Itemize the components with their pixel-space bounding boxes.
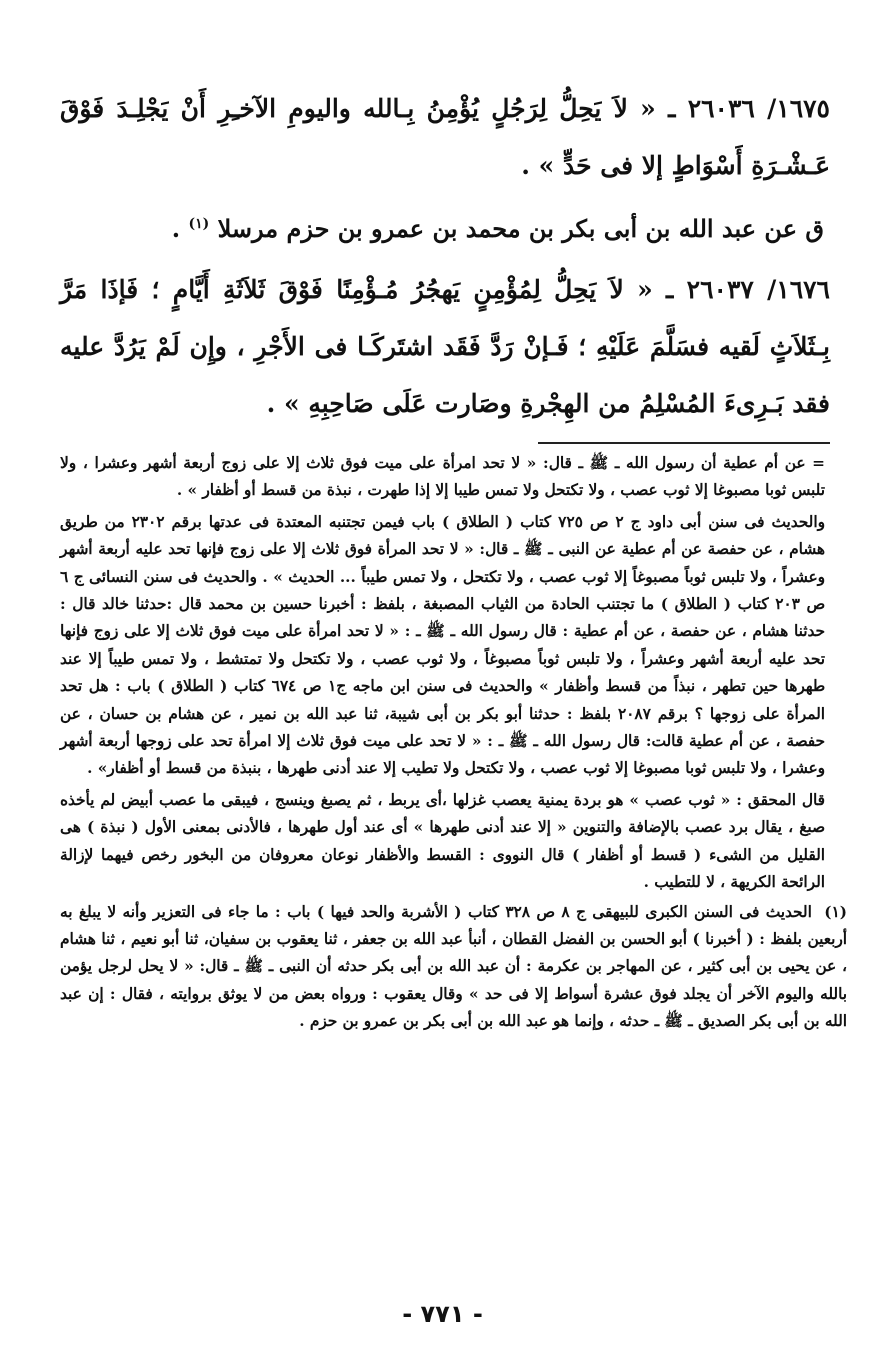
footnotes (60, 450, 847, 1036)
footnote-continuation: = عن أم عطية أن رسول الله ـ ﷺ ـ قال: « لا تحد امرأة على ميت فوق ثلاث إلا على زوج أربعة أشهر وعشرا ، ولا تلبس ثوبا مصبوغا إلا ثوب عصب ، ولا تكتحل ولا تمس طيبا إلا إذا طهرت ، نبذة من قسط أو أظفار » . (60, 454, 825, 500)
footnote-mark: (١) (824, 902, 847, 921)
hadith-source (60, 196, 830, 257)
hadith-1676 (60, 261, 830, 432)
source-end: . (171, 214, 181, 243)
hadith-number: ١٦٧٦/ ٢٦٠٣٧ (686, 275, 830, 304)
page-number: - ٧٧١ - (402, 1300, 483, 1328)
footnote-ref: (١) (188, 216, 210, 232)
main-text (60, 80, 830, 432)
footnote-editor-note: قال المحقق : « ثوب عصب » هو بردة يمنية يعصب غزلها ،أى يربط ، ثم يصبغ وينسج ، فيبقى ما عصب أبيض لم يأخذه صبغ ، يقال برد عصب بالإضافة والتنوين « إلا عند أدنى طهرها » أى عند أول طهرها ، فالأدنى بمعنى الأول ( نبذة ) هى القليل من الشىء ( قسط أو أظفار ) قال النووى : القسط والأظفار نوعان معروفان من البخور رخص فيهما لإزالة الرائحة الكريهة ، لا للتطيب . (60, 790, 825, 892)
source-text: ق عن عبد الله بن أبى بكر بن محمد بن عمرو بن حزم مرسلا (217, 214, 824, 243)
hadith-text: ـ « لاَ يَحِلُّ لِرَجُلٍ يُؤْمِنُ بِـالله واليومِ الآخـِرِ أَنْ يَجْلِـدَ فَوْقَ عَـشْـرَةِ أَسْوَاطٍ إلا فى حَدٍّ » . (60, 94, 830, 180)
hadith-1675 (60, 80, 830, 194)
footnote-text: الحديث فى السنن الكبرى للبيهقى ج ٨ ص ٣٢٨ كتاب ( الأشربة والحد فيها ) باب : ما جاء فى التعزير وأنه لا يبلغ به أربعين بلفظ : ( أخبرنا ) أبو الحسن بن الفضل القطان ، أنبأ عبد الله بن جعفر ، ثنا يعقوب بن سفيان، ثنا أبو نعيم ، ثنا هشام ، عن يحيى بن أبى كثير ، عن المهاجر بن عكرمة : أن عبد الله بن أبى بكر حدثه أن النبى ـ ﷺ ـ قال: « لا يحل لرجل يؤمن بالله واليوم الآخر أن يجلد فوق عشرة أسواط إلا فى حد » وقال يعقوب : ورواه بعض من لا يوثق بروايته ، فقال : إن عبد الله بن أبى بكر الصديق ـ ﷺ ـ حدثه ، وإنما هو عبد الله بن أبى بكر بن عمرو بن حزم . (60, 902, 847, 1031)
footnote-1 (60, 899, 847, 1036)
footnote-divider (538, 442, 830, 444)
hadith-text: ـ « لاَ يَحِلُّ لِمُؤْمِنٍ يَهجُرُ مُـؤْمِنًا فَوْقَ ثَلاَثَةِ أَيَّامٍ ؛ فَإذَا مَرَّ بِـثَلاَثٍ لَقيه فسَلَّمَ عَلَيْهِ ؛ فَـإنْ رَدَّ فَقَد اشتَركَـا فى الأَجْرِ ، وإِن لَمْ يَرُدَّ عليه فقد بَـرِىءَ المُسْلِمُ من الهِجْرةِ وصَارت عَلَى صَاحِبِهِ » . (60, 275, 830, 418)
footnote-references: والحديث فى سنن أبى داود ج ٢ ص ٧٢٥ كتاب ( الطلاق ) باب فيمن تجتنبه المعتدة فى عدتها برقم ٢٣٠٢ من طريق هشام ، عن حفصة عن أم عطية عن النبى ـ ﷺ ـ قال: « لا تحد المرأة فوق ثلاث إلا على زوج فإنها تحد عليه أربعة أشهر وعشراً ، ولا تلبس ثوباً مصبوغاً إلا ثوب عصب ، ولا تكتحل ، ولا تمس طيباً ... الحديث » . والحديث فى سنن النسائى ج ٦ ص ٢٠٣ كتاب ( الطلاق ) ما تجتنب الحادة من الثياب المصبغة ، بلفظ : أخبرنا حسين بن محمد قال :حدثنا خالد قال : حدثنا هشام ، عن حفصة ، عن أم عطية : قال رسول الله ـ ﷺ ـ : « لا تحد امرأة على ميت فوق ثلاث إلا على زوج فإنها تحد عليه أربعة أشهر وعشراً ، ولا تلبس ثوباً مصبوغاً ، ولا ثوب عصب ، ولا تكتحل ولا تمتشط ، ولا تمس طيباً إلا عند طهرها حين تطهر ، نبذاً من قسط وأظفار » والحديث فى سنن ابن ماجه ج١ ص ٦٧٤ كتاب ( الطلاق ) باب : هل تحد المرأة على زوجها ؟ برقم ٢٠٨٧ بلفظ : حدثنا أبو بكر بن أبى شيبة، ثنا عبد الله بن نمير ، عن هشام بن حسان ، عن حفصة ، عن أم عطية قالت: قال رسول الله ـ ﷺ ـ : « لا تحد على ميت فوق ثلاث إلا امرأة تحد على زوجها أربعة أشهر وعشرا ، ولا تلبس ثوبا مصبوغا إلا ثوب عصب ، ولا تكتحل ولا تطيب إلا عند أدنى طهرها ، بنبذة من قسط أو أظفار» . (60, 512, 825, 778)
hadith-number: ١٦٧٥/ ٢٦٠٣٦ (687, 94, 830, 123)
